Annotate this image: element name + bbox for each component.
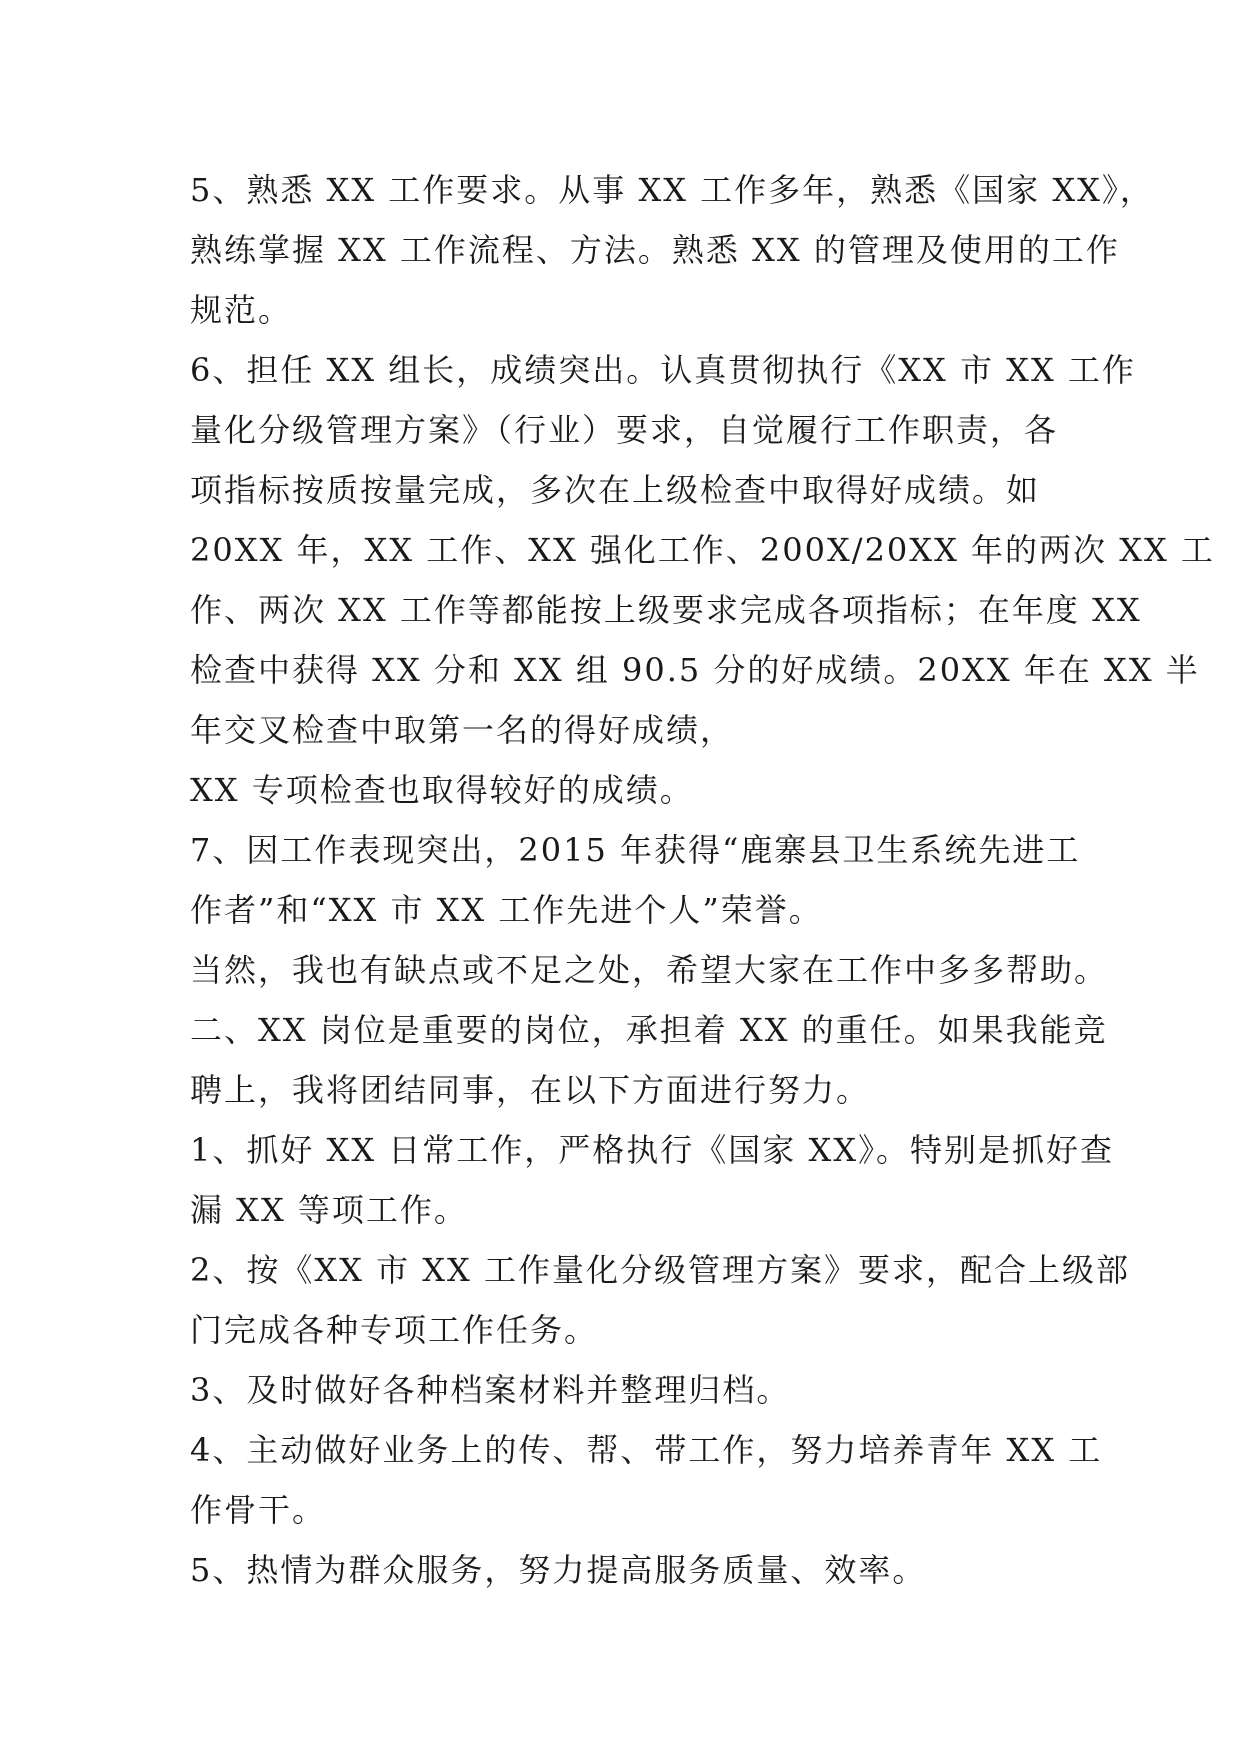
text-line: 3、及时做好各种档案材料并整理归档。 [190, 1371, 791, 1409]
text-line: 作、两次 XX 工作等都能按上级要求完成各项指标；在年度 XX [190, 591, 1142, 629]
text-line: XX 专项检查也取得较好的成绩。 [190, 771, 694, 809]
text-line: 5、热情为群众服务，努力提高服务质量、效率。 [190, 1551, 927, 1589]
text-line: 作骨干。 [190, 1491, 327, 1529]
text-line: 20XX 年，XX 工作、XX 强化工作、200X/20XX 年的两次 XX 工 [190, 531, 1215, 569]
text-line: 熟练掌握 XX 工作流程、方法。熟悉 XX 的管理及使用的工作 [190, 231, 1120, 269]
text-line: 5、熟悉 XX 工作要求。从事 XX 工作多年，熟悉《国家 XX》， [190, 171, 1154, 209]
text-line: 二、XX 岗位是重要的岗位，承担着 XX 的重任。如果我能竞 [190, 1011, 1108, 1049]
text-line: 1、抓好 XX 日常工作，严格执行《国家 XX》。特别是抓好查 [190, 1131, 1115, 1169]
text-line: 漏 XX 等项工作。 [190, 1191, 468, 1229]
text-line: 聘上，我将团结同事，在以下方面进行努力。 [190, 1071, 871, 1109]
text-line: 2、按《XX 市 XX 工作量化分级管理方案》要求，配合上级部 [190, 1251, 1131, 1289]
document-body [190, 160, 1215, 1600]
text-line: 项指标按质按量完成，多次在上级检查中取得好成绩。如 [190, 471, 1041, 509]
text-line: 量化分级管理方案》（行业）要求，自觉履行工作职责，各 [190, 411, 1059, 449]
text-line: 规范。 [190, 291, 293, 329]
text-line: 6、担任 XX 组长，成绩突出。认真贯彻执行《XX 市 XX 工作 [190, 351, 1136, 389]
text-line: 门完成各种专项工作任务。 [190, 1311, 599, 1349]
text-line: 检查中获得 XX 分和 XX 组 90.5 分的好成绩。20XX 年在 XX 半 [190, 651, 1200, 689]
text-line: 当然，我也有缺点或不足之处，希望大家在工作中多多帮助。 [190, 951, 1109, 989]
text-line: 7、因工作表现突出，2015 年获得“鹿寨县卫生系统先进工 [190, 831, 1081, 869]
text-line: 年交叉检查中取第一名的得好成绩， [190, 711, 735, 749]
text-line: 作者”和“XX 市 XX 工作先进个人”荣誉。 [190, 891, 823, 929]
text-line: 4、主动做好业务上的传、帮、带工作，努力培养青年 XX 工 [190, 1431, 1103, 1469]
